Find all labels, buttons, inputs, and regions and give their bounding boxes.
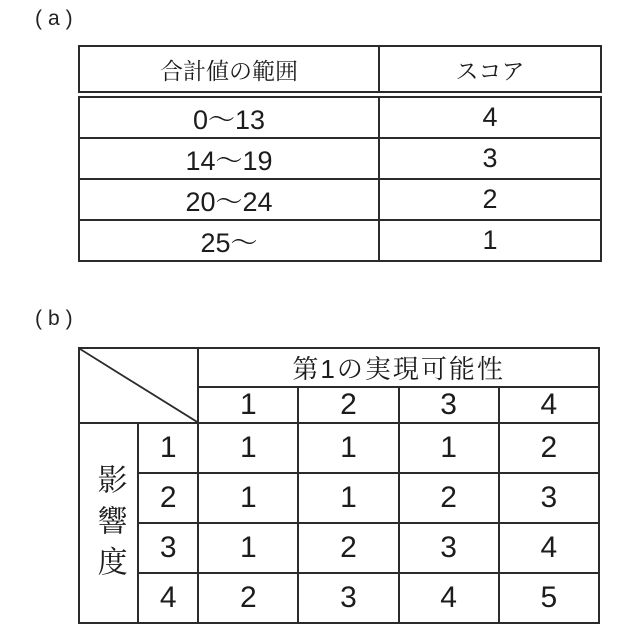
diagonal-corner-cell [79,348,198,423]
matrix-cell: 3 [499,473,599,523]
figure-label-b: (b) [35,307,79,330]
range-cell: 25～ [79,220,379,261]
score-cell: 2 [379,179,601,220]
column-header-3: 3 [399,387,499,423]
column-header-4: 4 [499,387,599,423]
matrix-row [79,473,599,523]
table-row [79,95,601,139]
matrix-cell: 3 [399,523,499,573]
matrix-cell: 2 [399,473,499,523]
matrix-cell: 1 [198,423,298,473]
matrix-cell: 3 [298,573,398,623]
matrix-row [79,573,599,623]
column-group-header-feasibility: 第1の実現可能性 [198,348,599,387]
figure-label-a: (a) [35,7,79,30]
matrix-group-header-row [79,348,599,387]
matrix-cell: 4 [399,573,499,623]
score-cell: 4 [379,95,601,139]
row-group-header-impact: 影響度 [79,423,138,623]
diagonal-line [80,349,197,422]
column-header-1: 1 [198,387,298,423]
row-header-3: 3 [138,523,198,573]
score-cell: 3 [379,138,601,179]
matrix-cell: 1 [198,523,298,573]
table-row [79,138,601,179]
score-cell: 1 [379,220,601,261]
risk-matrix-table [78,347,600,624]
matrix-cell: 1 [298,473,398,523]
score-table-header-row [79,46,601,95]
column-header-2: 2 [298,387,398,423]
score-lookup-table [78,45,602,262]
column-header-range: 合計値の範囲 [79,46,379,95]
row-header-1: 1 [138,423,198,473]
range-cell: 0～13 [79,95,379,139]
range-cell: 20～24 [79,179,379,220]
matrix-cell: 2 [499,423,599,473]
table-row [79,220,601,261]
row-header-4: 4 [138,573,198,623]
matrix-row [79,523,599,573]
matrix-cell: 2 [298,523,398,573]
matrix-cell: 1 [399,423,499,473]
matrix-cell: 2 [198,573,298,623]
matrix-cell: 1 [198,473,298,523]
row-header-2: 2 [138,473,198,523]
matrix-cell: 1 [298,423,398,473]
matrix-cell: 5 [499,573,599,623]
range-cell: 14～19 [79,138,379,179]
matrix-row [79,423,599,473]
matrix-cell: 4 [499,523,599,573]
column-header-score: スコア [379,46,601,95]
table-row [79,179,601,220]
